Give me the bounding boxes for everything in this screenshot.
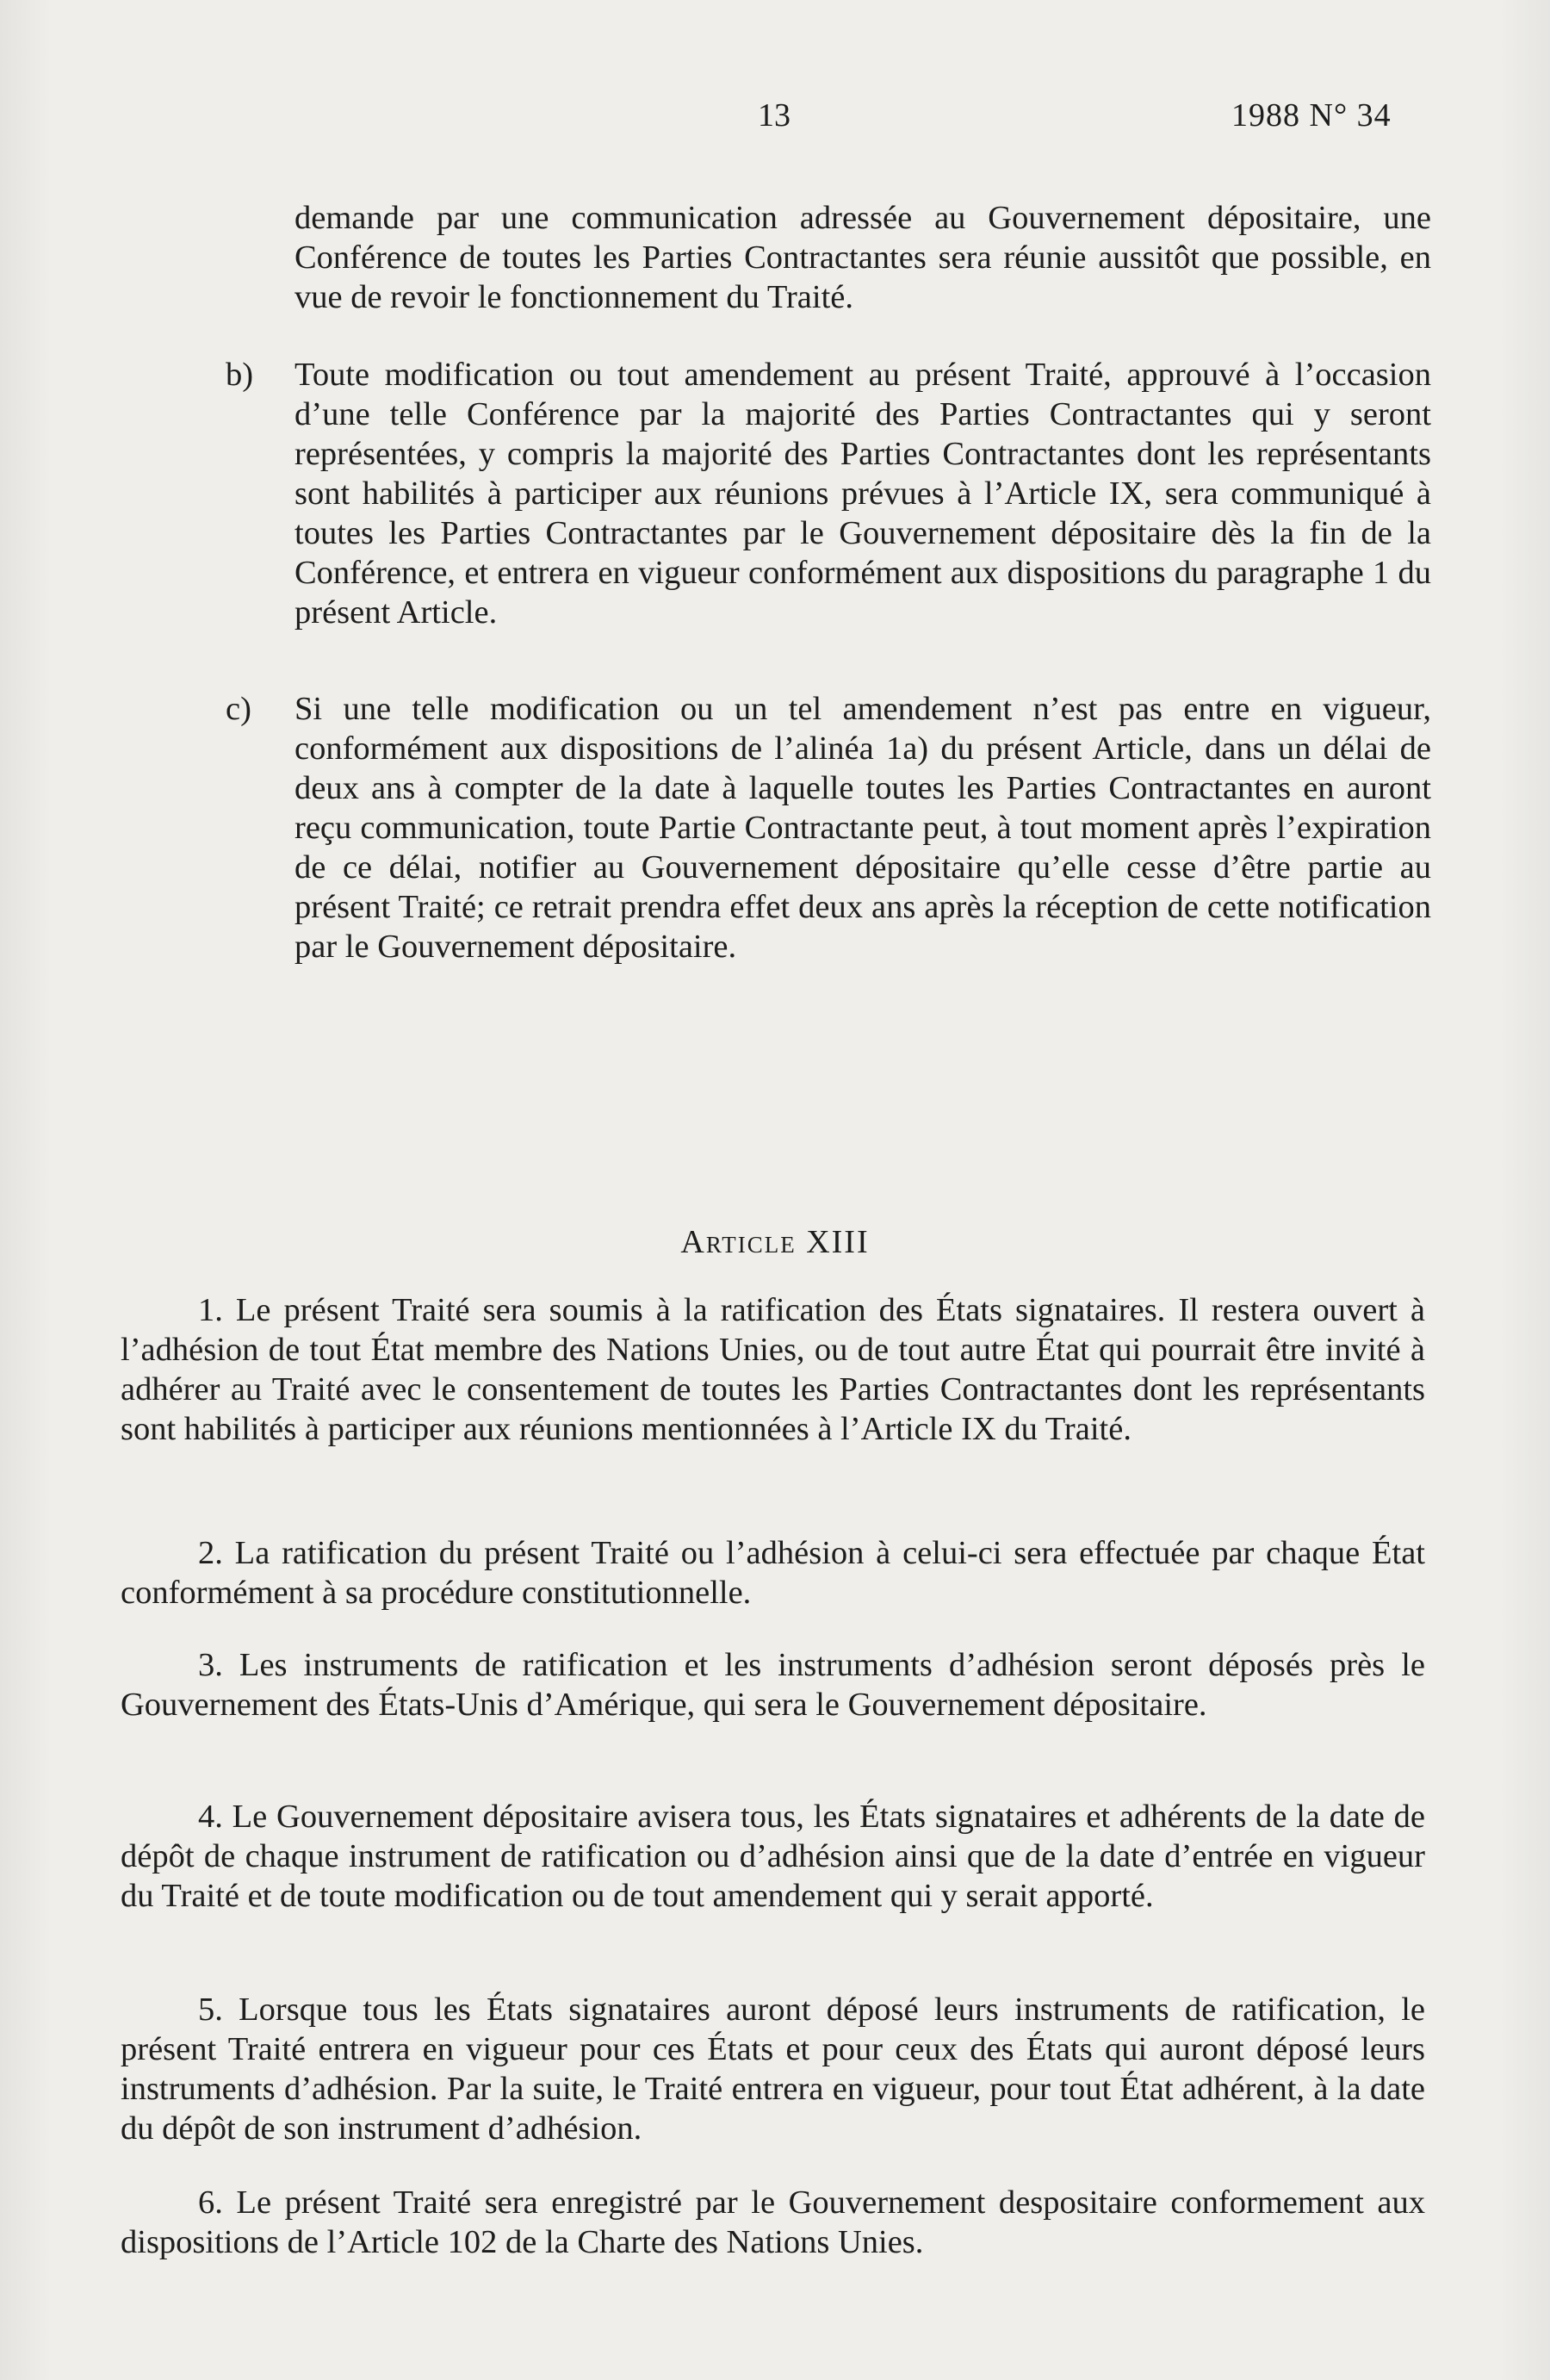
numbered-paragraph-1: 1. Le présent Traité sera soumis à la ratification des États signataires. Il restera ouvert à l’adhésion de tout État membre des Nations Unies, ou de tout autre État qui pourrait être invité à adhérer au Traité avec le consentement de toutes les Parties Contractantes dont les représentants sont habilités à participer aux réunions mentionnées à l’Article IX du Traité. [121,1292,1425,1447]
lead-paragraph: demande par une communication adressée au Gouvernement dépositaire, une Conférence de toutes les Parties Contractantes sera réunie aussitôt que possible, en vue de revoir le fonctionnement du Traité. [294,200,1431,315]
numbered-paragraph-2: 2. La ratification du présent Traité ou l’adhésion à celui-ci sera effectuée par chaque État conformément à sa procédure constitutionnelle. [121,1535,1425,1611]
journal-reference: 1988 N° 34 [1231,97,1392,134]
page-header [0,96,1550,148]
numbered-paragraph-5: 5. Lorsque tous les États signataires auront déposé leurs instruments de ratification, le présent Traité entrera en vigueur pour ces États et pour ceux des États qui auront déposé leurs instruments d’adhésion. Par la suite, le Traité entrera en vigueur, pour tout État adhérent, à la date du dépôt de son instrument d’adhésion. [121,1992,1425,2147]
list-item-b [226,355,1431,674]
list-item-c [226,689,1431,1016]
item-label: c) [226,691,251,727]
numbered-paragraph-3: 3. Les instruments de ratification et les instruments d’adhésion seront déposés près le Gouvernement des États-Unis d’Amérique, qui sera le Gouvernement dépositaire. [121,1647,1425,1723]
article-heading: Article XIII [680,1224,870,1260]
numbered-paragraph-6: 6. Le présent Traité sera enregistré par le Gouvernement despositaire conformement aux dispositions de l’Article 102 de la Charte des Nations Unies. [121,2184,1425,2260]
item-text: Toute modification ou tout amendement au présent Traité, approuvé à l’occasion d’une telle Conférence par la majorité des Parties Contractantes qui y seront représentées, y compris la majorité des Parties Contractantes dont les représentants sont habilités à participer aux réunions prévues à l’Article IX, sera communiqué à toutes les Parties Contractantes par le Gouvernement dépositaire dès la fin de la Conférence, et entrera en vigueur conformément aux dispositions du paragraphe 1 du présent Article. [294,357,1431,631]
numbered-paragraph-4: 4. Le Gouvernement dépositaire avisera tous, les États signataires et adhérents de la date de dépôt de chaque instrument de ratification ou d’adhésion ainsi que de la date d’entrée en vigueur du Traité et de toute modification ou de tout amendement qui y serait apporté. [121,1799,1425,1914]
item-label: b) [226,357,254,393]
item-text: Si une telle modification ou un tel amendement n’est pas entre en vigueur, conformément aux dispositions de l’alinéa 1a) du présent Article, dans un délai de deux ans à compter de la date à laquelle toutes les Parties Contractantes en auront reçu communication, toute Partie Contractante peut, à tout moment après l’expiration de ce délai, notifier au Gouvernement dépositaire qu’elle cesse d’être partie au présent Traité; ce retrait prendra effet deux ans après la réception de cette notification par le Gouvernement dépositaire. [294,691,1431,965]
page-number: 13 [758,97,790,134]
